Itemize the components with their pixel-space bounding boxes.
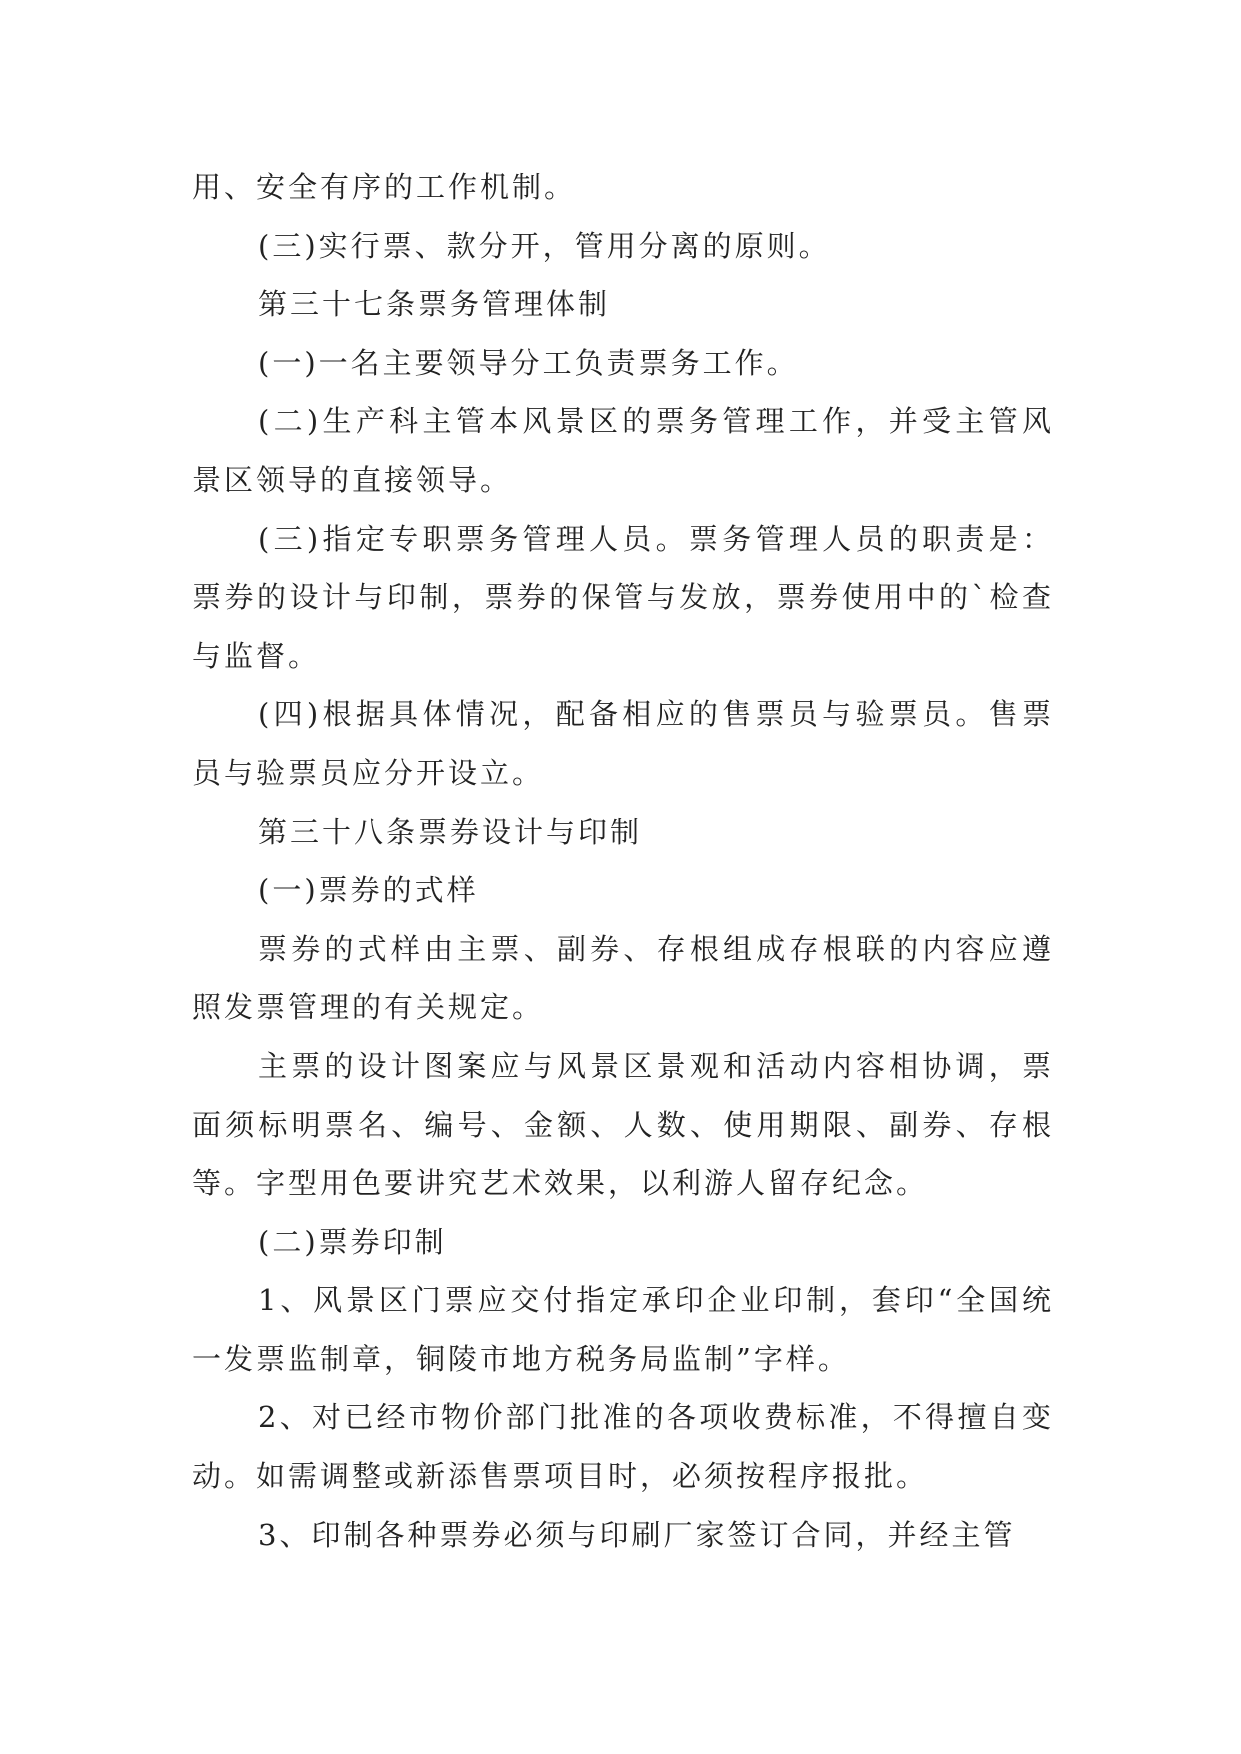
paragraph-11: 主票的设计图案应与风景区景观和活动内容相协调，票面须标明票名、编号、金额、人数、使用期限、副券、存根等。字型用色要讲究艺术效果，以利游人留存纪念。 [192, 1048, 1054, 1201]
paragraph-12: (二)票券印制 [258, 1224, 447, 1259]
paragraph-7: (四)根据具体情况，配备相应的售票员与验票员。售票员与验票员应分开设立。 [192, 697, 1054, 790]
document-body [192, 158, 1054, 1564]
article-38-heading: 第三十八条票券设计与印制 [258, 814, 643, 849]
article-37-heading: 第三十七条票务管理体制 [258, 287, 611, 322]
paragraph-1: 用、安全有序的工作机制。 [192, 170, 577, 204]
paragraph-2: (三)实行票、款分开，管用分离的原则。 [258, 228, 831, 263]
paragraph-14: 2、对已经市物价部门批准的各项收费标准，不得擅自变动。如需调整或新添售票项目时，必须按程序报批。 [192, 1400, 1054, 1494]
paragraph-9: (一)票券的式样 [258, 873, 479, 908]
paragraph-10: 票券的式样由主票、副券、存根组成存根联的内容应遵照发票管理的有关规定。 [192, 931, 1054, 1025]
paragraph-4: (一)一名主要领导分工负责票务工作。 [258, 345, 799, 380]
paragraph-13: 1、风景区门票应交付指定承印企业印制，套印“全国统一发票监制章，铜陵市地方税务局监制”字样。 [192, 1283, 1054, 1376]
paragraph-15: 3、印制各种票券必须与印刷厂家签订合同，并经主管 [258, 1517, 1016, 1552]
paragraph-5: (二)生产科主管本风景区的票务管理工作，并受主管风景区领导的直接领导。 [192, 404, 1054, 497]
paragraph-6: (三)指定专职票务管理人员。票务管理人员的职责是：票券的设计与印制，票券的保管与发放，票券使用中的`检查与监督。 [192, 521, 1054, 673]
